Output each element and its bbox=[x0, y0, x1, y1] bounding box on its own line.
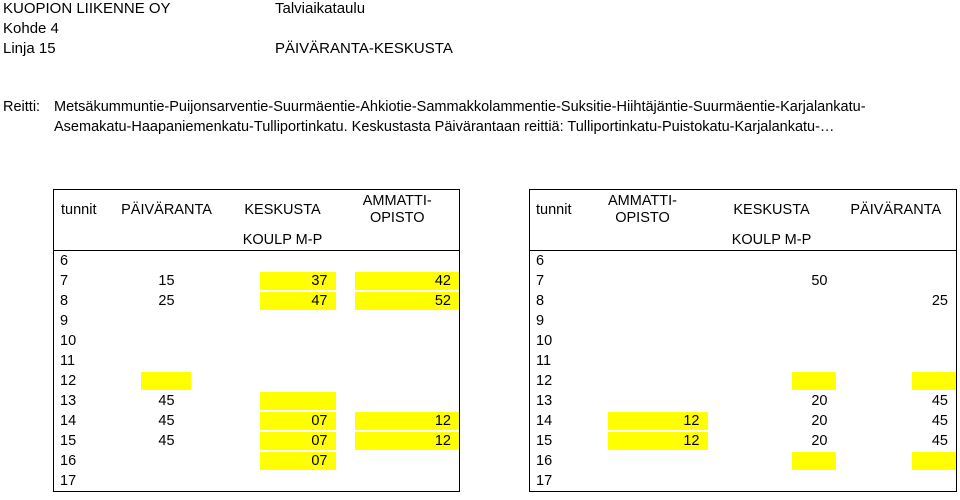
header-ammattiopisto-line2: OPISTO bbox=[615, 210, 670, 226]
time-value: 07 bbox=[311, 433, 328, 449]
hour-cell bbox=[54, 371, 104, 391]
table-row bbox=[530, 311, 957, 331]
time-cell bbox=[230, 311, 336, 331]
header-ammattiopisto-line1: AMMATTI- bbox=[608, 193, 677, 209]
hour-value: 7 bbox=[60, 273, 69, 289]
header-paivaranta: PÄIVÄRANTA bbox=[104, 190, 230, 231]
time-cell bbox=[836, 371, 957, 391]
hour-cell bbox=[530, 271, 578, 291]
route-name: PÄIVÄRANTA-KESKUSTA bbox=[275, 40, 453, 57]
table-row bbox=[54, 251, 460, 272]
time-cell bbox=[230, 411, 336, 431]
hour-cell bbox=[54, 471, 104, 492]
table-row bbox=[530, 271, 957, 291]
time-value: 20 bbox=[811, 413, 828, 429]
hour-value: 13 bbox=[536, 393, 553, 409]
hour-cell bbox=[530, 431, 578, 451]
time-cell bbox=[578, 391, 708, 411]
time-cell bbox=[836, 391, 957, 411]
route-line-1: Metsäkummuntie-Puijonsarventie-Suurmäentie-Ahkiotie-Sammakkolammentie-Suksitie-Hiihtäjäntie-Suurmäentie-Karjalankatu- bbox=[54, 99, 866, 115]
time-cell bbox=[708, 431, 836, 451]
table-row bbox=[54, 431, 460, 451]
subheader-koulp: KOULP M-P bbox=[708, 230, 836, 251]
time-cell bbox=[230, 371, 336, 391]
time-cell bbox=[578, 411, 708, 431]
hour-cell bbox=[530, 331, 578, 351]
table-row bbox=[54, 391, 460, 411]
time-cell bbox=[578, 431, 708, 451]
hour-value: 14 bbox=[536, 413, 553, 429]
hour-cell bbox=[530, 291, 578, 311]
time-cell bbox=[230, 391, 336, 411]
time-cell bbox=[104, 331, 230, 351]
header-ammattiopisto-line1: AMMATTI- bbox=[362, 193, 432, 209]
time-cell bbox=[336, 371, 460, 391]
hour-cell bbox=[54, 411, 104, 431]
hour-value: 7 bbox=[536, 273, 545, 289]
time-cell bbox=[836, 271, 957, 291]
time-cell bbox=[578, 311, 708, 331]
hour-value: 8 bbox=[60, 293, 69, 309]
hour-value: 15 bbox=[60, 433, 77, 449]
hour-cell bbox=[54, 291, 104, 311]
time-cell bbox=[104, 391, 230, 411]
time-cell bbox=[708, 391, 836, 411]
time-value: 45 bbox=[158, 433, 175, 449]
time-cell bbox=[708, 271, 836, 291]
table-row bbox=[530, 351, 957, 371]
hour-value: 16 bbox=[60, 453, 77, 469]
time-cell bbox=[578, 331, 708, 351]
time-cell bbox=[336, 431, 460, 451]
hour-value: 10 bbox=[60, 333, 77, 349]
time-cell bbox=[104, 471, 230, 492]
schedule-type: Talviaikataulu bbox=[275, 0, 366, 17]
time-cell bbox=[336, 311, 460, 331]
hour-value: 17 bbox=[60, 473, 77, 489]
hour-cell bbox=[530, 251, 578, 272]
hour-value: 11 bbox=[60, 353, 76, 369]
time-cell bbox=[836, 291, 957, 311]
time-cell bbox=[230, 431, 336, 451]
table-row bbox=[54, 291, 460, 311]
time-value: 12 bbox=[683, 413, 700, 429]
hour-value: 12 bbox=[60, 373, 77, 389]
hour-value: 9 bbox=[536, 313, 545, 329]
hour-value: 14 bbox=[60, 413, 77, 429]
table-row bbox=[54, 311, 460, 331]
time-cell bbox=[230, 271, 336, 291]
hour-value: 11 bbox=[536, 353, 552, 369]
time-value: 20 bbox=[811, 433, 828, 449]
time-cell bbox=[104, 271, 230, 291]
header-ammattiopisto bbox=[578, 190, 708, 231]
time-cell bbox=[230, 251, 336, 272]
header-paivaranta: PÄIVÄRANTA bbox=[836, 190, 957, 231]
time-cell bbox=[708, 371, 836, 391]
time-cell bbox=[578, 471, 708, 492]
hour-value: 16 bbox=[536, 453, 553, 469]
table-row bbox=[530, 371, 957, 391]
hour-cell bbox=[530, 451, 578, 471]
time-value: 37 bbox=[311, 273, 328, 289]
table-row bbox=[530, 451, 957, 471]
time-cell bbox=[708, 291, 836, 311]
hour-value: 9 bbox=[60, 313, 69, 329]
header-keskusta: KESKUSTA bbox=[708, 190, 836, 231]
table-row bbox=[54, 411, 460, 431]
hour-value: 13 bbox=[60, 393, 77, 409]
time-cell bbox=[104, 311, 230, 331]
time-cell bbox=[578, 251, 708, 272]
table-row bbox=[530, 251, 957, 272]
table-row bbox=[54, 451, 460, 471]
company-name: KUOPION LIIKENNE OY bbox=[3, 0, 171, 17]
table-row bbox=[54, 371, 460, 391]
header-ammattiopisto-line2: OPISTO bbox=[369, 210, 425, 226]
route-label: Reitti: bbox=[3, 99, 41, 115]
timetable-right bbox=[529, 189, 957, 492]
hour-value: 17 bbox=[536, 473, 553, 489]
time-value: 07 bbox=[311, 413, 328, 429]
hour-value: 6 bbox=[536, 253, 545, 269]
time-cell bbox=[336, 351, 460, 371]
subheader-koulp: KOULP M-P bbox=[230, 230, 336, 251]
time-cell bbox=[336, 391, 460, 411]
hour-cell bbox=[54, 271, 104, 291]
time-value: 07 bbox=[311, 453, 328, 469]
table-row bbox=[530, 331, 957, 351]
time-cell bbox=[708, 451, 836, 471]
time-cell bbox=[708, 471, 836, 492]
table-row bbox=[530, 431, 957, 451]
header-ammattiopisto bbox=[336, 190, 460, 231]
time-cell bbox=[708, 251, 836, 272]
hour-cell bbox=[54, 451, 104, 471]
header-hours: tunnit bbox=[530, 190, 578, 231]
hour-cell bbox=[54, 351, 104, 371]
hour-value: 12 bbox=[536, 373, 553, 389]
time-value: 15 bbox=[158, 273, 175, 289]
hour-cell bbox=[530, 471, 578, 492]
time-cell bbox=[104, 251, 230, 272]
time-cell bbox=[104, 351, 230, 371]
hour-cell bbox=[530, 371, 578, 391]
time-cell bbox=[836, 411, 957, 431]
time-value: 12 bbox=[434, 433, 451, 449]
time-cell bbox=[708, 351, 836, 371]
table-row bbox=[54, 331, 460, 351]
destination-label: Kohde 4 bbox=[3, 20, 59, 37]
time-value: 42 bbox=[434, 273, 451, 289]
hour-cell bbox=[530, 351, 578, 371]
time-cell bbox=[336, 451, 460, 471]
time-cell bbox=[230, 351, 336, 371]
time-value: 12 bbox=[434, 413, 451, 429]
time-cell bbox=[336, 271, 460, 291]
time-value: 50 bbox=[811, 273, 828, 289]
table-row bbox=[54, 271, 460, 291]
time-cell bbox=[104, 371, 230, 391]
time-cell bbox=[336, 251, 460, 272]
hour-cell bbox=[54, 251, 104, 272]
time-cell bbox=[336, 331, 460, 351]
time-cell bbox=[230, 331, 336, 351]
header-keskusta: KESKUSTA bbox=[230, 190, 336, 231]
hour-cell bbox=[54, 391, 104, 411]
time-value: 25 bbox=[158, 293, 175, 309]
time-cell bbox=[104, 431, 230, 451]
time-cell bbox=[578, 291, 708, 311]
hour-cell bbox=[530, 411, 578, 431]
time-cell bbox=[578, 371, 708, 391]
time-cell bbox=[104, 291, 230, 311]
hour-value: 8 bbox=[536, 293, 545, 309]
route-line-2: Asemakatu-Haapaniemenkatu-Tulliportinkatu. Keskustasta Päivärantaan reittiä: Tulliportinkatu-Puistokatu-Karjalankatu-… bbox=[54, 119, 835, 135]
table-row bbox=[530, 471, 957, 492]
time-cell bbox=[708, 311, 836, 331]
time-cell bbox=[836, 331, 957, 351]
time-cell bbox=[578, 271, 708, 291]
time-value: 45 bbox=[931, 393, 948, 409]
hour-cell bbox=[530, 391, 578, 411]
time-cell bbox=[230, 471, 336, 492]
table-row bbox=[530, 411, 957, 431]
time-cell bbox=[578, 351, 708, 371]
timetable-left bbox=[53, 189, 460, 492]
time-cell bbox=[230, 451, 336, 471]
time-cell bbox=[104, 411, 230, 431]
time-cell bbox=[836, 471, 957, 492]
hour-cell bbox=[530, 311, 578, 331]
hour-cell bbox=[54, 331, 104, 351]
time-cell bbox=[336, 291, 460, 311]
time-value: 47 bbox=[311, 293, 328, 309]
header-hours: tunnit bbox=[54, 190, 104, 231]
hour-value: 15 bbox=[536, 433, 553, 449]
table-row bbox=[530, 291, 957, 311]
table-row bbox=[530, 391, 957, 411]
line-label: Linja 15 bbox=[3, 40, 56, 57]
hour-cell bbox=[54, 431, 104, 451]
time-cell bbox=[836, 311, 957, 331]
time-cell bbox=[336, 411, 460, 431]
time-cell bbox=[836, 351, 957, 371]
time-cell bbox=[836, 431, 957, 451]
time-cell bbox=[578, 451, 708, 471]
table-row bbox=[54, 471, 460, 492]
hour-value: 6 bbox=[60, 253, 69, 269]
time-cell bbox=[836, 451, 957, 471]
time-value: 25 bbox=[931, 293, 948, 309]
time-value: 45 bbox=[931, 433, 948, 449]
time-cell bbox=[230, 291, 336, 311]
time-value: 45 bbox=[158, 413, 175, 429]
time-cell bbox=[104, 451, 230, 471]
hour-value: 10 bbox=[536, 333, 553, 349]
time-value: 20 bbox=[811, 393, 828, 409]
time-cell bbox=[836, 251, 957, 272]
time-value: 45 bbox=[158, 393, 175, 409]
hour-cell bbox=[54, 311, 104, 331]
time-value: 45 bbox=[931, 413, 948, 429]
time-cell bbox=[708, 331, 836, 351]
time-value: 12 bbox=[683, 433, 700, 449]
time-cell bbox=[336, 471, 460, 492]
time-value: 52 bbox=[434, 293, 451, 309]
time-cell bbox=[708, 411, 836, 431]
table-row bbox=[54, 351, 460, 371]
